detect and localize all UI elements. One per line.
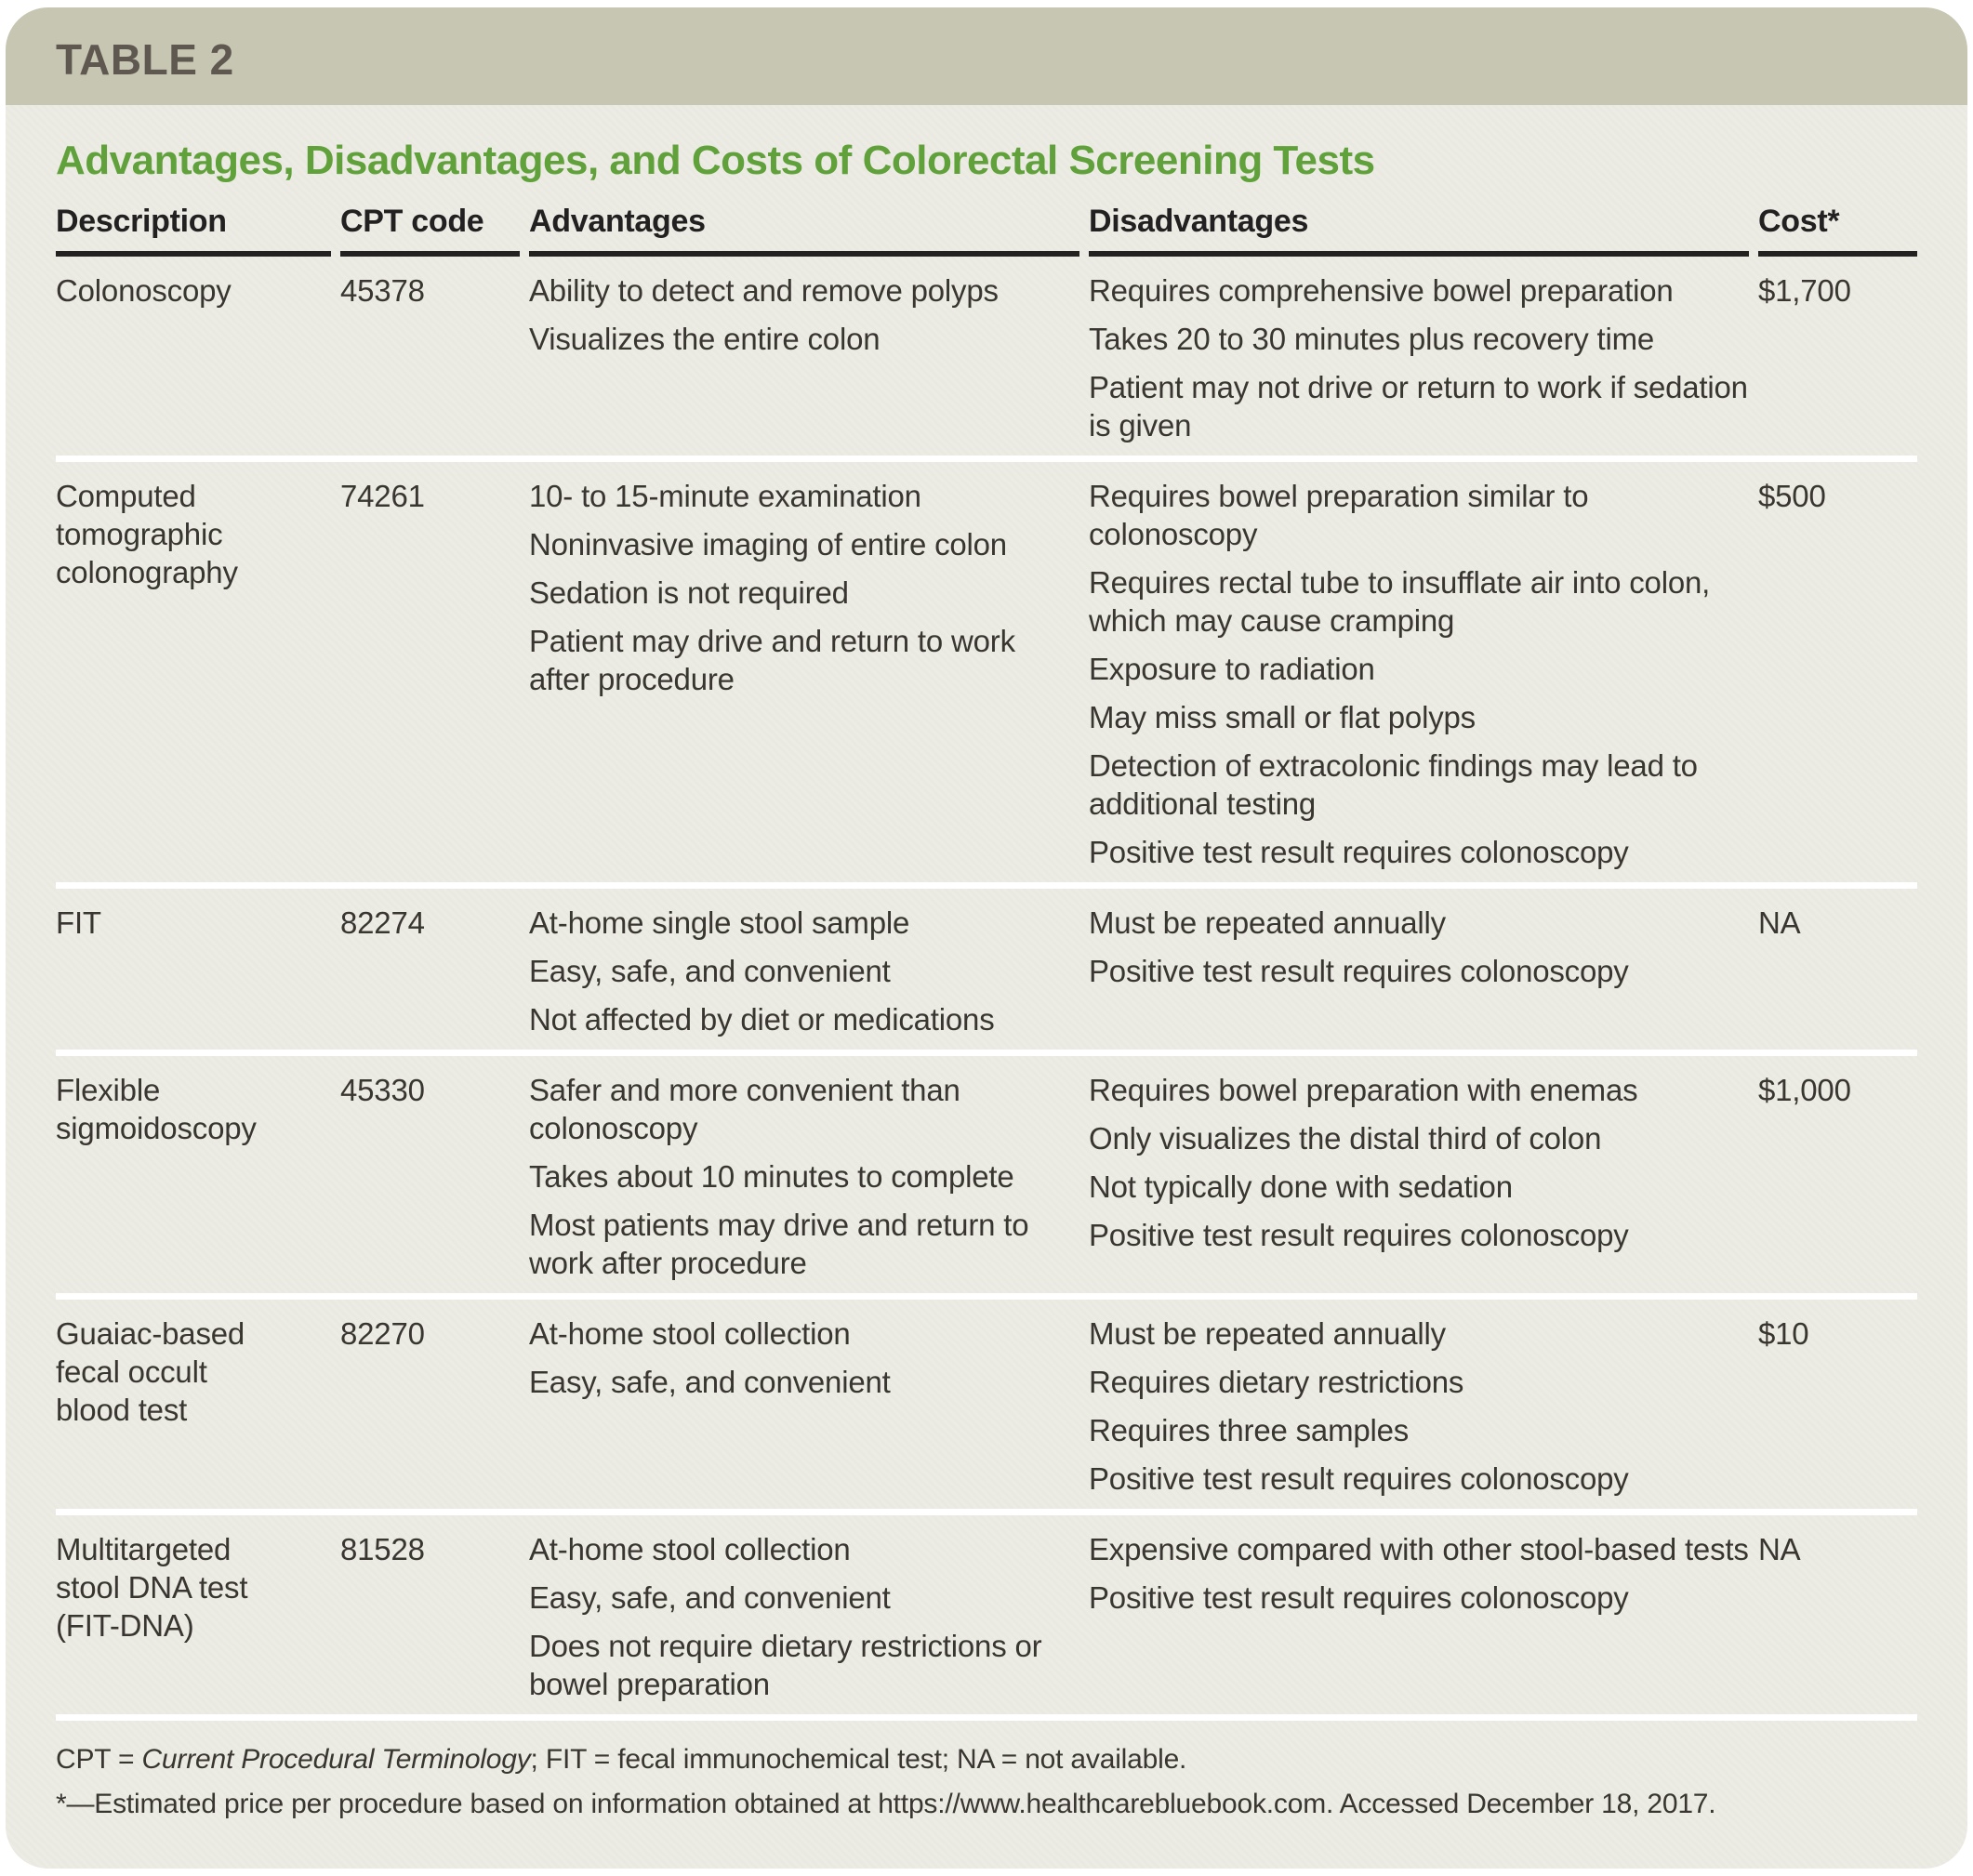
table-content bbox=[6, 137, 1967, 1851]
cell-advantages: 10- to 15-minute examination Noninvasive imaging of entire colon Sedation is not required Patient may drive and return to work after procedure bbox=[529, 479, 1015, 696]
column-header-cpt-code: CPT code bbox=[340, 204, 520, 257]
cell-description: Colonoscopy bbox=[56, 273, 232, 308]
column-header-advantages: Advantages bbox=[529, 204, 1079, 257]
cell-cost: $1,000 bbox=[1758, 1073, 1851, 1107]
cell-advantages: At-home stool collection Easy, safe, and convenient bbox=[529, 1316, 891, 1399]
cell-description: Guaiac-based fecal occult blood test bbox=[56, 1316, 245, 1427]
column-header-disadvantages: Disadvantages bbox=[1089, 204, 1749, 257]
table-number-label: TABLE 2 bbox=[56, 34, 234, 84]
cell-advantages: At-home stool collection Easy, safe, and convenient Does not require dietary restrictions or bowel preparation bbox=[529, 1532, 1042, 1701]
table-card bbox=[6, 7, 1967, 1869]
cell-cost: $500 bbox=[1758, 479, 1826, 513]
cell-cpt-code: 45378 bbox=[340, 273, 425, 308]
cell-cpt-code: 82270 bbox=[340, 1316, 425, 1351]
cell-description: Multitargeted stool DNA test (FIT-DNA) bbox=[56, 1532, 248, 1643]
cell-disadvantages: Requires bowel preparation with enemas Only visualizes the distal third of colon Not typically done with sedation Positive test result requires colonoscopy bbox=[1089, 1073, 1638, 1252]
cell-description: Flexible sigmoidoscopy bbox=[56, 1073, 257, 1145]
cell-description: FIT bbox=[56, 905, 101, 940]
cell-description: Computed tomographic colonography bbox=[56, 479, 238, 589]
table-row bbox=[56, 889, 1917, 1056]
cost-estimate-note: *—Estimated price per procedure based on information obtained at https://www.healthcarebluebook.com. Accessed December 18, 2017. bbox=[56, 1789, 1716, 1819]
table-number-band bbox=[6, 7, 1967, 105]
cell-disadvantages: Expensive compared with other stool-based tests Positive test result requires colonoscopy bbox=[1089, 1532, 1749, 1615]
table-row bbox=[56, 462, 1917, 889]
cell-cost: NA bbox=[1758, 905, 1801, 940]
table-row bbox=[56, 1515, 1917, 1721]
cell-advantages: Safer and more convenient than colonoscopy Takes about 10 minutes to complete Most patients may drive and return to work after procedure bbox=[529, 1073, 1029, 1280]
cell-cpt-code: 45330 bbox=[340, 1073, 425, 1107]
table-row bbox=[56, 1056, 1917, 1300]
table-title: Advantages, Disadvantages, and Costs of Colorectal Screening Tests bbox=[56, 138, 1375, 183]
column-header-description: Description bbox=[56, 204, 331, 257]
cell-disadvantages: Requires bowel preparation similar to colonoscopy Requires rectal tube to insufflate air into colon, which may cause cramping Exposure to radiation May miss small or flat polyps Detection of extracolonic findings may lead to additional testing Positive test result requires colonoscopy bbox=[1089, 479, 1711, 869]
abbreviations-note: CPT = Current Procedural Terminology; FIT = fecal immunochemical test; NA = not available. bbox=[56, 1744, 1187, 1775]
table-header-row bbox=[56, 204, 1917, 257]
cell-disadvantages: Requires comprehensive bowel preparation Takes 20 to 30 minutes plus recovery time Patient may not drive or return to work if sedation is given bbox=[1089, 273, 1748, 443]
cell-cpt-code: 82274 bbox=[340, 905, 425, 940]
cell-advantages: Ability to detect and remove polyps Visualizes the entire colon bbox=[529, 273, 999, 356]
table-row bbox=[56, 1300, 1917, 1515]
cell-advantages: At-home single stool sample Easy, safe, and convenient Not affected by diet or medications bbox=[529, 905, 995, 1037]
cell-cpt-code: 81528 bbox=[340, 1532, 425, 1566]
cell-cpt-code: 74261 bbox=[340, 479, 425, 513]
cell-cost: $1,700 bbox=[1758, 273, 1851, 308]
journal-title-italic: Current Procedural Terminology bbox=[141, 1744, 531, 1775]
column-header-cost: Cost* bbox=[1758, 204, 1917, 257]
table-row bbox=[56, 257, 1917, 462]
cell-disadvantages: Must be repeated annually Requires dietary restrictions Requires three samples Positive test result requires colonoscopy bbox=[1089, 1316, 1629, 1496]
table-footnotes bbox=[56, 1721, 1917, 1851]
cell-disadvantages: Must be repeated annually Positive test result requires colonoscopy bbox=[1089, 905, 1629, 988]
cell-cost: NA bbox=[1758, 1532, 1801, 1566]
cell-cost: $10 bbox=[1758, 1316, 1809, 1351]
